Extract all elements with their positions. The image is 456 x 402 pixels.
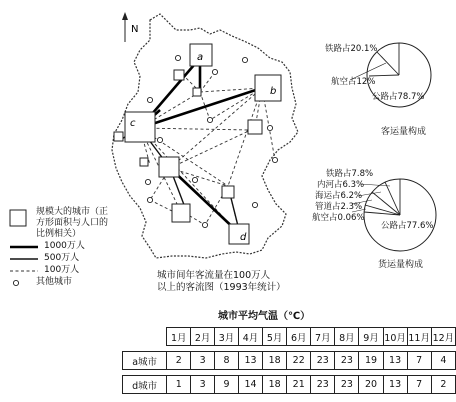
table-cell: 23 — [311, 376, 335, 394]
freight-road-label: 公路占77.6% — [381, 221, 434, 231]
flow-lines-1000 — [140, 58, 262, 234]
freight-rail-label: 铁路占7.8% — [326, 169, 374, 179]
freight-river-label: 内河占6.3% — [317, 180, 365, 190]
temperature-table-title: 城市平均气温（℃） — [218, 311, 311, 322]
legend-500-label: 500万人 — [44, 253, 80, 263]
table-header-row — [123, 328, 456, 346]
city-square — [114, 132, 123, 141]
month-header: 3月 — [215, 328, 239, 346]
table-cell: 13 — [238, 352, 262, 370]
table-cell: 22 — [287, 352, 311, 370]
city-c-label: c — [130, 118, 136, 129]
row-city-label: d城市 — [123, 376, 167, 394]
map-caption — [157, 270, 286, 294]
passenger-pie-title: 客运量构成 — [381, 127, 427, 137]
table-cell: 8 — [215, 352, 239, 370]
row-city-label: a城市 — [123, 352, 167, 370]
table-cell: 4 — [431, 352, 455, 370]
city-a-label: a — [197, 52, 204, 63]
table-cell: 3 — [191, 376, 215, 394]
temperature-table — [122, 327, 456, 394]
legend-symbols — [10, 210, 38, 286]
freight-sea-label: 海运占6.2% — [315, 191, 363, 201]
table-cell: 2 — [167, 352, 191, 370]
table-cell: 2 — [431, 376, 455, 394]
month-header: 1月 — [167, 328, 191, 346]
city-square — [248, 120, 262, 134]
table-corner — [123, 328, 167, 346]
month-header: 6月 — [287, 328, 311, 346]
legend-big-city-line: 方形面积与人口的 — [36, 218, 109, 228]
month-header: 7月 — [311, 328, 335, 346]
legend-other-city-label: 其他城市 — [36, 277, 73, 287]
passenger-road-label: 公路占78.7% — [372, 92, 425, 102]
month-header: 8月 — [335, 328, 359, 346]
freight-air-label: 航空占0.06% — [312, 213, 365, 223]
city-d-label: d — [240, 232, 247, 243]
table-cell: 3 — [191, 352, 215, 370]
table-cell: 23 — [335, 376, 359, 394]
city-square — [222, 186, 234, 198]
freight-pie-title: 货运量构成 — [378, 260, 424, 270]
city-square — [174, 70, 184, 80]
table-cell: 19 — [359, 352, 383, 370]
city-square — [193, 88, 201, 96]
passenger-rail-label: 铁路占20.1% — [325, 44, 378, 54]
city-b-square — [255, 75, 281, 101]
table-cell: 7 — [407, 352, 431, 370]
passenger-air-label: 航空占12% — [331, 77, 376, 87]
table-cell: 18 — [263, 376, 287, 394]
table-cell: 9 — [215, 376, 239, 394]
legend-big-city-line: 比例相关） — [36, 229, 82, 239]
table-cell: 20 — [359, 376, 383, 394]
legend-big-city-line: 规模大的城市（正 — [36, 207, 109, 217]
month-header: 2月 — [191, 328, 215, 346]
table-cell: 7 — [407, 376, 431, 394]
legend-square-icon — [10, 210, 26, 226]
north-label: N — [131, 24, 139, 35]
table-cell: 13 — [383, 376, 407, 394]
month-header: 4月 — [238, 328, 262, 346]
table-cell: 23 — [335, 352, 359, 370]
table-cell: 21 — [287, 376, 311, 394]
caption-line: 城市间年客流量在100万人 — [157, 270, 271, 281]
north-arrow-icon — [122, 12, 128, 42]
table-row — [123, 352, 456, 370]
city-square — [159, 157, 179, 177]
table-row — [123, 376, 456, 394]
city-b-label: b — [270, 86, 277, 97]
month-header: 11月 — [407, 328, 431, 346]
month-header: 10月 — [383, 328, 407, 346]
table-cell: 1 — [167, 376, 191, 394]
legend-1000-label: 1000万人 — [44, 241, 85, 251]
month-header: 9月 — [359, 328, 383, 346]
city-square — [140, 158, 148, 166]
month-header: 5月 — [263, 328, 287, 346]
caption-line: 以上的客流图（1993年统计） — [157, 282, 286, 293]
legend-100-label: 100万人 — [44, 265, 80, 275]
legend-big-city-label — [36, 207, 108, 240]
freight-pipeline-label: 管道占2.3% — [315, 202, 363, 212]
table-cell: 14 — [238, 376, 262, 394]
table-cell: 23 — [311, 352, 335, 370]
table-cell: 13 — [383, 352, 407, 370]
city-square — [172, 204, 190, 222]
legend-circle-icon — [13, 280, 18, 285]
month-header: 12月 — [431, 328, 455, 346]
table-cell: 18 — [263, 352, 287, 370]
